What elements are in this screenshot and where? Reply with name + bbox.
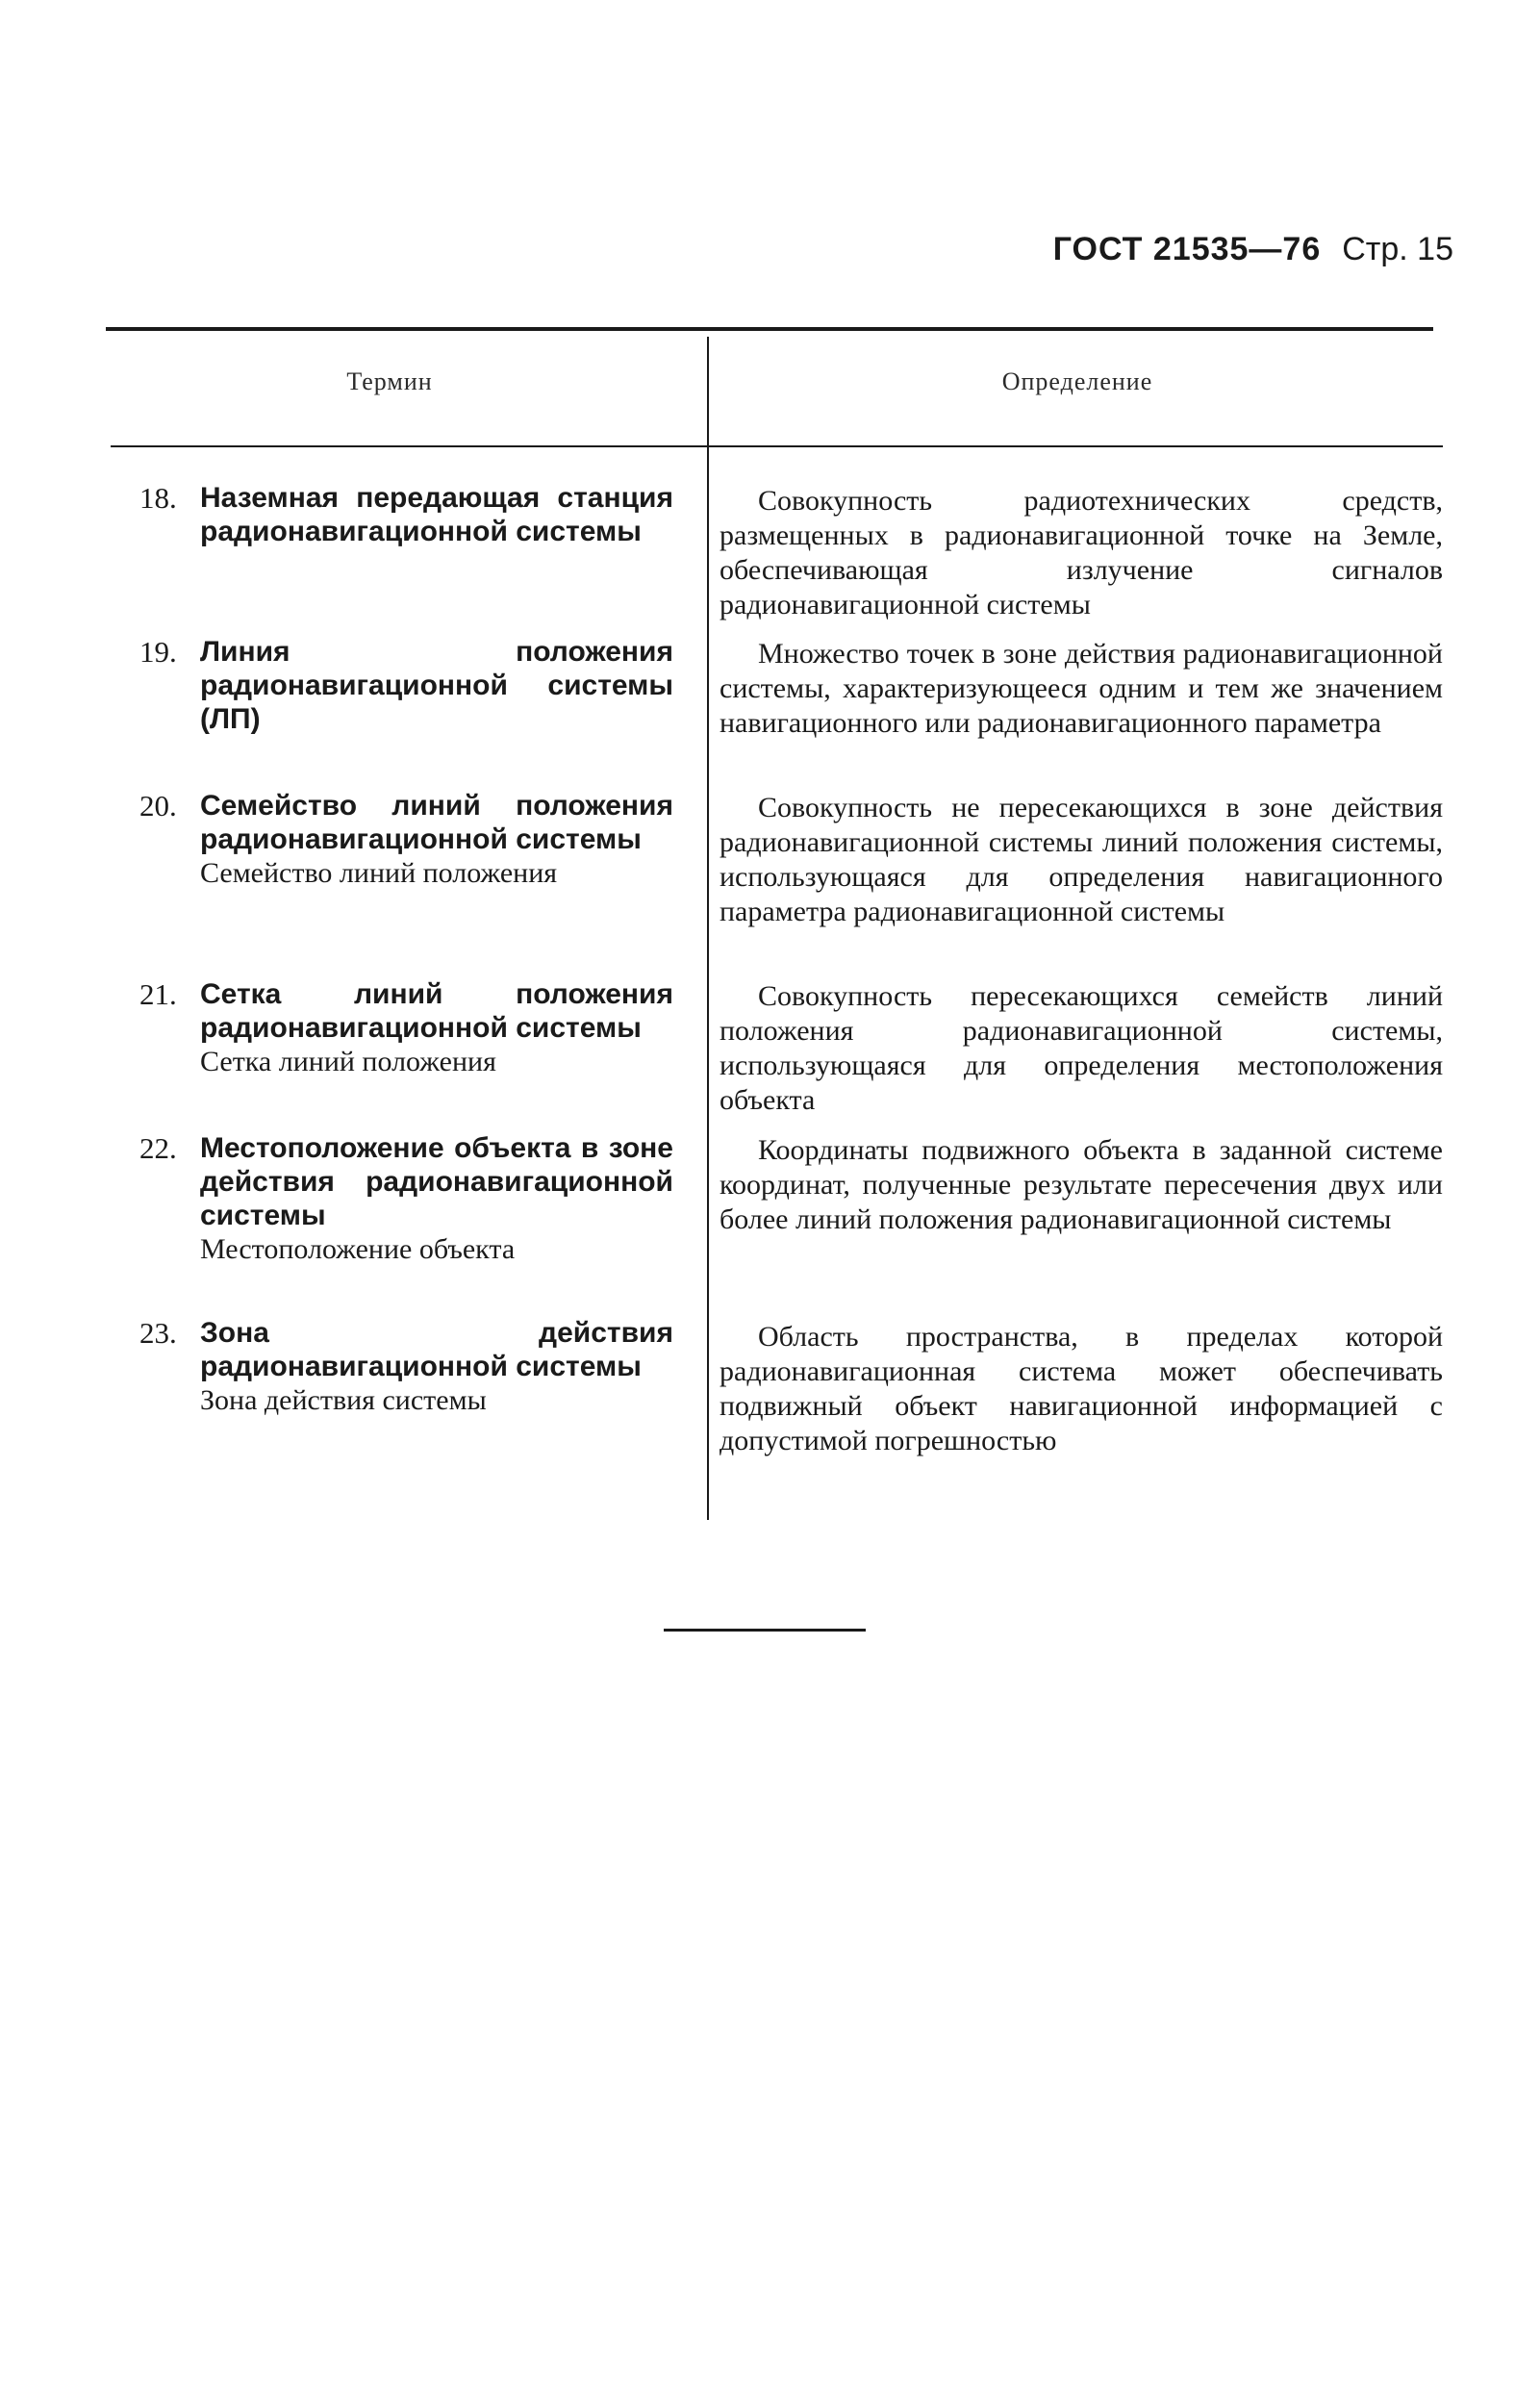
table-row-definition-18: Совокупность радиотехнических средств, размещенных в радионавигационной точке на Земле, обеспечивающая излучение сигналов радионавигационной системы [720, 485, 1443, 620]
entry-number: 21. [139, 977, 177, 1011]
entry-number: 23. [139, 1316, 177, 1350]
term-name: Сетка линий положения радионавигационной системы [200, 978, 673, 1044]
term-short-form: Зона действия системы [200, 1384, 487, 1416]
table-header-rule [111, 445, 1443, 447]
entry-number: 19. [139, 635, 177, 669]
table-row-definition-19: Множество точек в зоне действия радионавигационной системы, характеризующееся одним и тем же значением навигационного или радионавигационного параметра [720, 638, 1443, 739]
term-short-form: Местоположение объекта [200, 1233, 516, 1265]
term-name: Семейство линий положения радионавигационной системы [200, 790, 673, 855]
term-short-form: Сетка линий положения [200, 1046, 496, 1077]
document-id: ГОСТ 21535—76 [1052, 231, 1322, 267]
table-top-rule [106, 327, 1433, 331]
entry-number: 20. [139, 789, 177, 822]
table-row-term-22 [139, 1131, 673, 1266]
table-row-definition-22: Координаты подвижного объекта в заданной системе координат, полученные результате пересечения двух или более линий положения радионавигационной системы [720, 1134, 1443, 1235]
term-short-form: Семейство линий положения [200, 857, 558, 889]
term-name: Зона действия радионавигационной системы [200, 1317, 673, 1382]
table-row-term-20 [139, 789, 673, 890]
entry-number: 22. [139, 1131, 177, 1165]
table-row-definition-21: Совокупность пересекающихся семейств линий положения радионавигационной системы, использующаяся для определения местоположения объекта [720, 980, 1443, 1116]
column-header-term: Термин [346, 367, 433, 395]
table-row-definition-23: Область пространства, в пределах которой радионавигационная система может обеспечивать подвижный объект навигационной информацией с допустимой погрешностью [720, 1321, 1443, 1456]
table-row-term-21 [139, 977, 673, 1078]
end-of-section-rule [664, 1629, 866, 1632]
page-number: Стр. 15 [1342, 231, 1453, 267]
term-name: Линия положения радионавигационной системы (ЛП) [200, 636, 673, 735]
page-header [1053, 231, 1453, 268]
entry-number: 18. [139, 481, 177, 515]
column-header-definition: Определение [1001, 367, 1153, 395]
table-row-term-19 [139, 635, 673, 736]
table-row-term-23 [139, 1316, 673, 1417]
term-name: Местоположение объекта в зоне действия радионавигационной системы [200, 1132, 673, 1231]
table-row-definition-20: Совокупность не пересекающихся в зоне действия радионавигационной системы линий положения системы, использующаяся для определения навигационного параметра радионавигационной системы [720, 792, 1443, 927]
term-name: Наземная передающая станция радионавигационной системы [200, 482, 673, 547]
table-row-term-18 [139, 481, 673, 548]
column-divider [707, 337, 709, 1520]
